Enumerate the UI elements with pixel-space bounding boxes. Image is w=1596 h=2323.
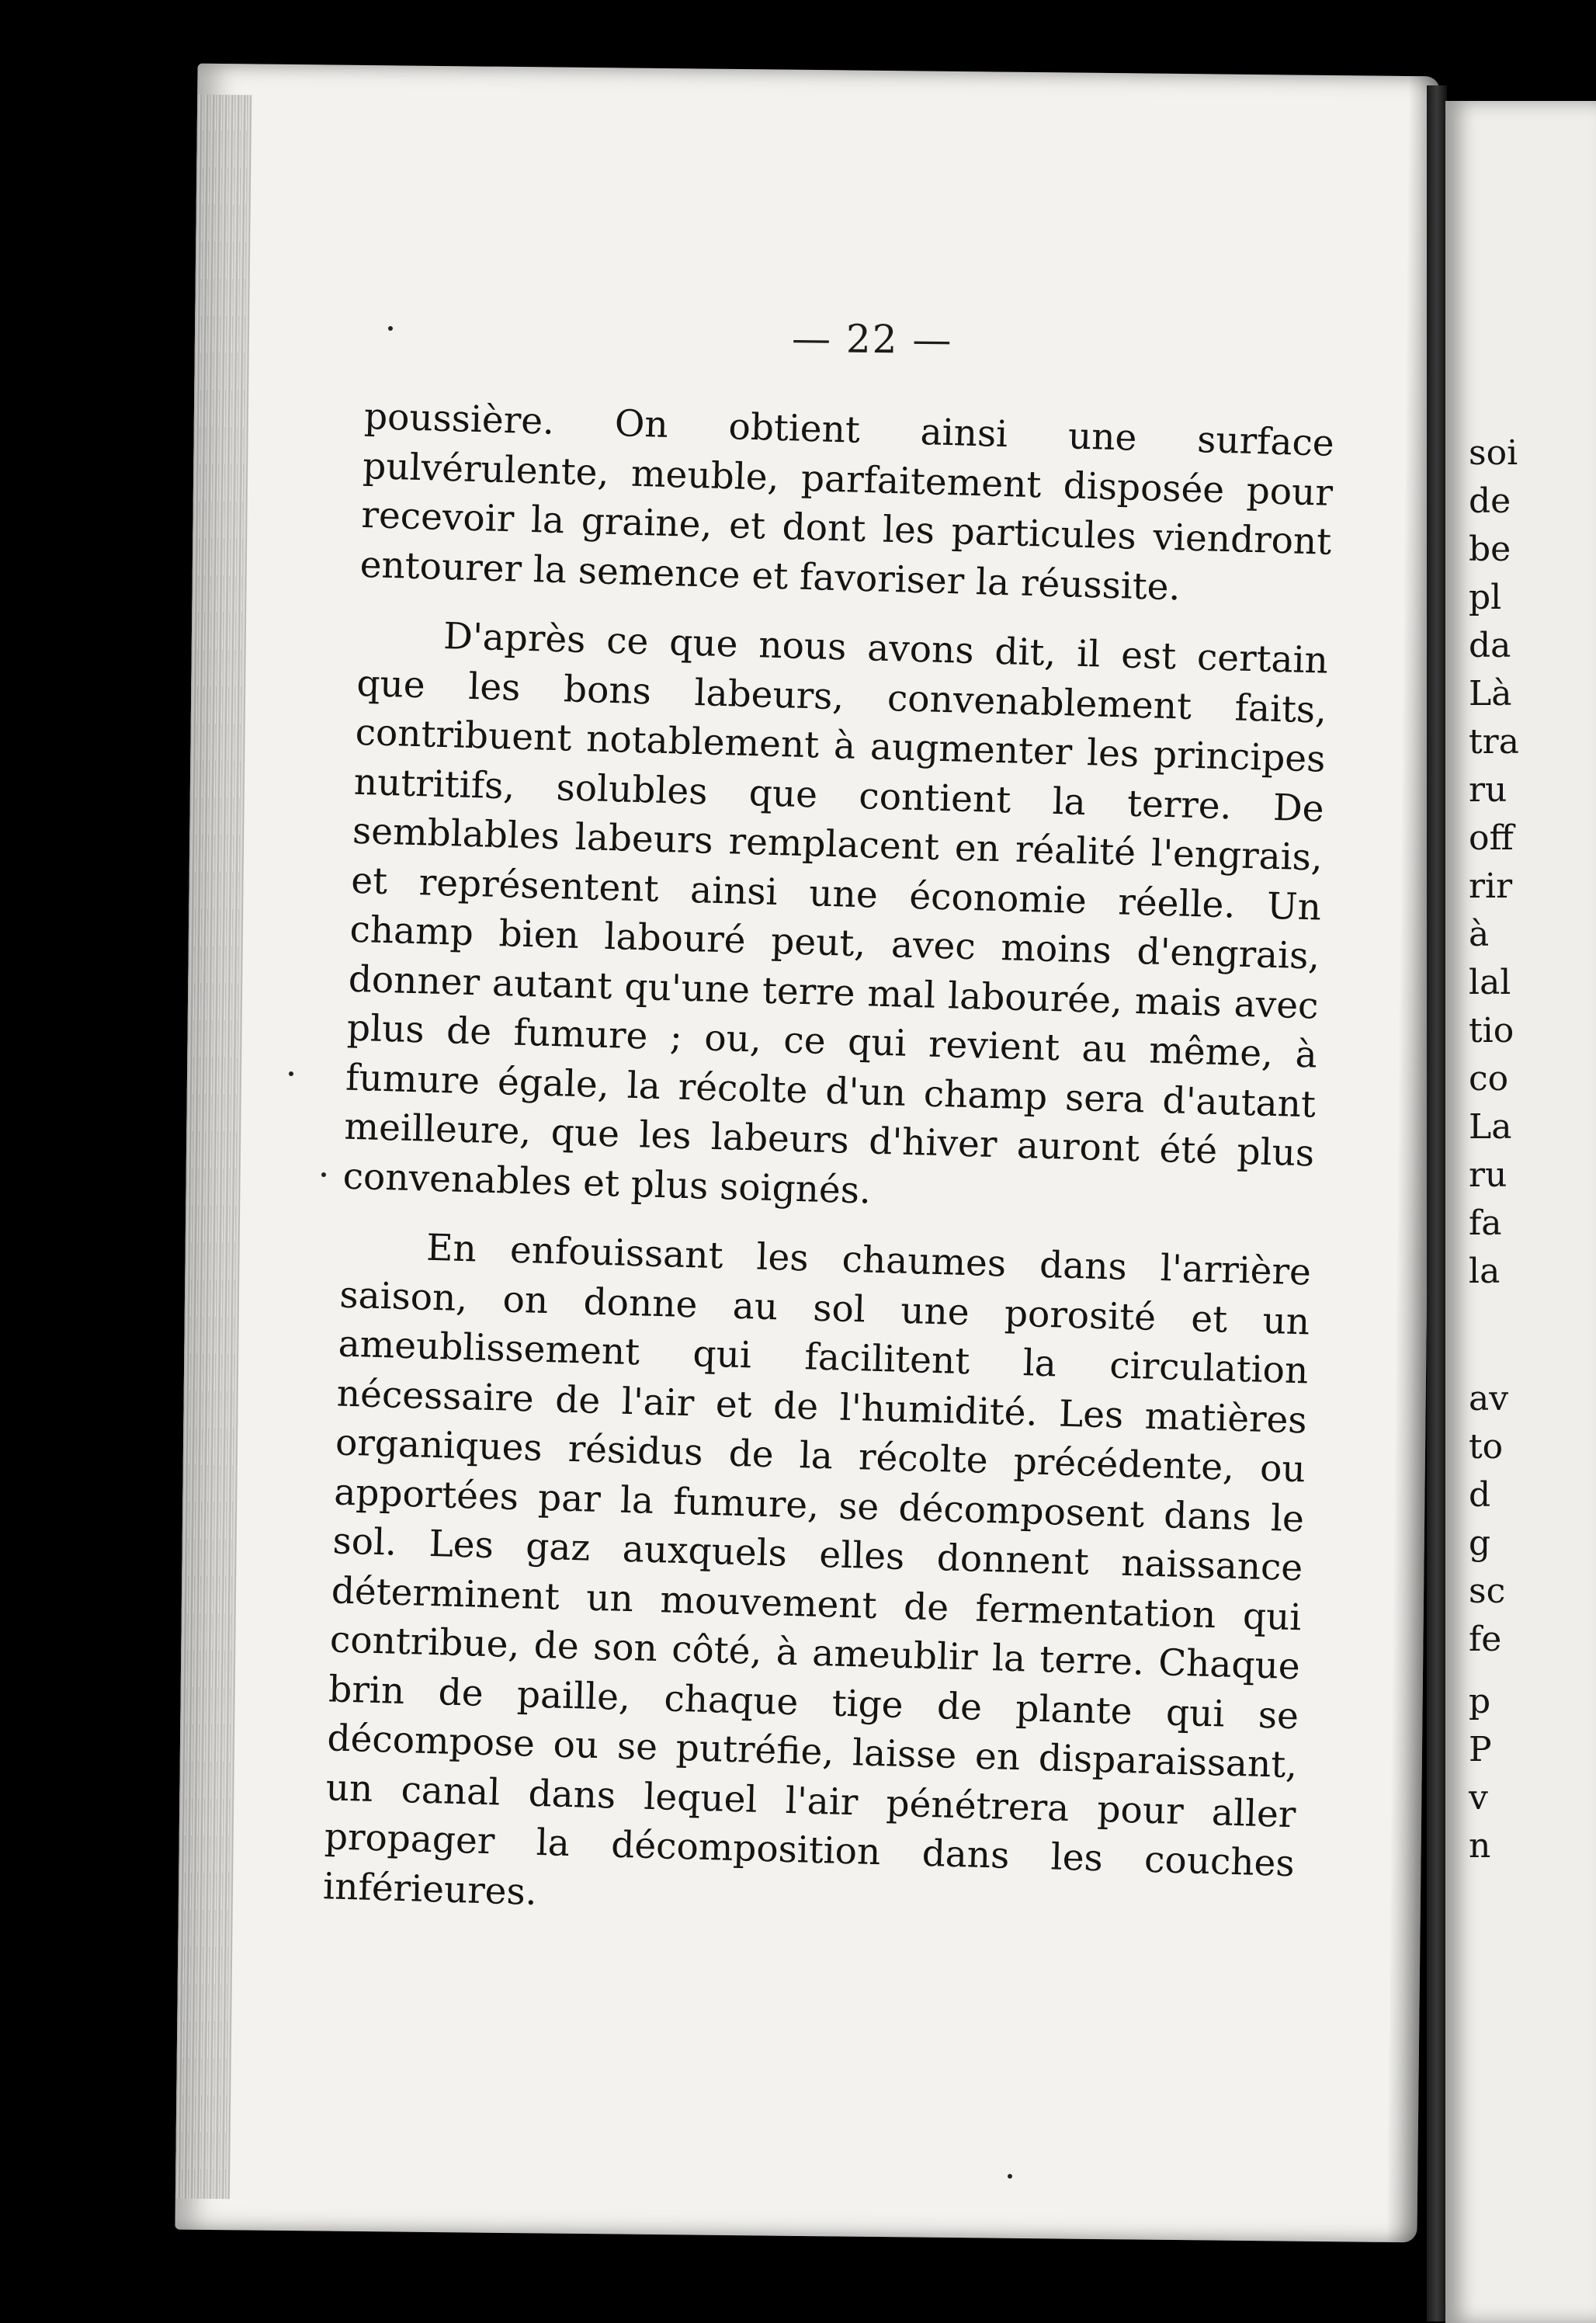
book-spine bbox=[1427, 85, 1447, 2321]
adjacent-line: off bbox=[1469, 818, 1514, 858]
paragraph-3: En enfouissant les chaumes dans l'arrière saison, on donne au sol une porosité et un ameublissement qui facilitent la circulation nécessaire de l'air et de l'humidité. Les matières organiques résidus de la récolte précédente, ou apportées par la fumure, se décomposent dans le sol. Les gaz auxquels elles donnent naissance déterminent un mouvement de fermentation qui contribue, de son côté, à ameublir la terre. Chaque brin de paille, chaque tige de plante qui se décompose ou se putréfie, laisse en disparaissant, un canal dans lequel l'air pénétrera pour aller propager la décomposition dans les couches inférieures. bbox=[322, 1226, 1312, 1914]
body-text bbox=[322, 392, 1334, 1938]
adjacent-line: d bbox=[1469, 1475, 1491, 1515]
adjacent-line: to bbox=[1469, 1427, 1504, 1467]
adjacent-line: P bbox=[1469, 1730, 1492, 1769]
adjacent-line: ru bbox=[1469, 770, 1508, 810]
adjacent-line: av bbox=[1469, 1379, 1509, 1418]
adjacent-line: n bbox=[1469, 1826, 1491, 1866]
adjacent-line: g bbox=[1469, 1523, 1491, 1563]
adjacent-line: rir bbox=[1469, 866, 1513, 906]
ink-speck bbox=[321, 1172, 326, 1177]
paragraph-1: poussière. On obtient ainsi une surface pulvérulente, meuble, parfaitement disposée pour recevoir la graine, et dont les particules viendront entourer la semence et favoriser la réussite. bbox=[359, 394, 1335, 609]
adjacent-line: Là bbox=[1469, 674, 1512, 714]
adjacent-line: lal bbox=[1469, 963, 1511, 1002]
adjacent-line: pl bbox=[1469, 578, 1502, 617]
adjacent-line: soi bbox=[1469, 433, 1518, 473]
adjacent-line: da bbox=[1469, 626, 1511, 665]
adjacent-line: La bbox=[1469, 1107, 1512, 1147]
adjacent-line: fe bbox=[1469, 1620, 1502, 1659]
paragraph-2: D'après ce que nous avons dit, il est certain que les bons labeurs, convenablement faits, contribuent notablement à augmenter les principes nutritifs, solubles que contient la terre. De semblables labeurs remplacent en réalité l'engrais, et représentent ainsi une économie réelle. Un champ bien labouré peut, avec moins d'engrais, donner autant qu'une terre mal labourée, mais avec plus de fumure ; ou, ce qui revient au même, à fumure égale, la récolte d'un champ sera d'autant meilleure, que les labeurs d'hiver auront été plus convenables et plus soignés. bbox=[342, 614, 1329, 1213]
ink-speck bbox=[388, 326, 393, 331]
ink-speck bbox=[1008, 2174, 1012, 2179]
adjacent-line: de bbox=[1469, 481, 1511, 521]
adjacent-line: be bbox=[1469, 530, 1511, 569]
adjacent-line: ru bbox=[1469, 1155, 1508, 1195]
adjacent-page bbox=[1445, 101, 1596, 2323]
adjacent-line: v bbox=[1469, 1778, 1488, 1818]
adjacent-line: la bbox=[1469, 1252, 1501, 1291]
ink-speck bbox=[289, 1071, 293, 1076]
page-edges bbox=[175, 95, 252, 2200]
adjacent-line: à bbox=[1469, 915, 1490, 954]
adjacent-line: co bbox=[1469, 1059, 1509, 1099]
adjacent-line: tra bbox=[1469, 722, 1519, 762]
adjacent-line: p bbox=[1469, 1682, 1491, 1721]
adjacent-line: tio bbox=[1469, 1011, 1514, 1050]
adjacent-line: fa bbox=[1469, 1203, 1502, 1243]
adjacent-line: sc bbox=[1469, 1571, 1506, 1611]
page-number: — 22 — bbox=[791, 315, 953, 363]
